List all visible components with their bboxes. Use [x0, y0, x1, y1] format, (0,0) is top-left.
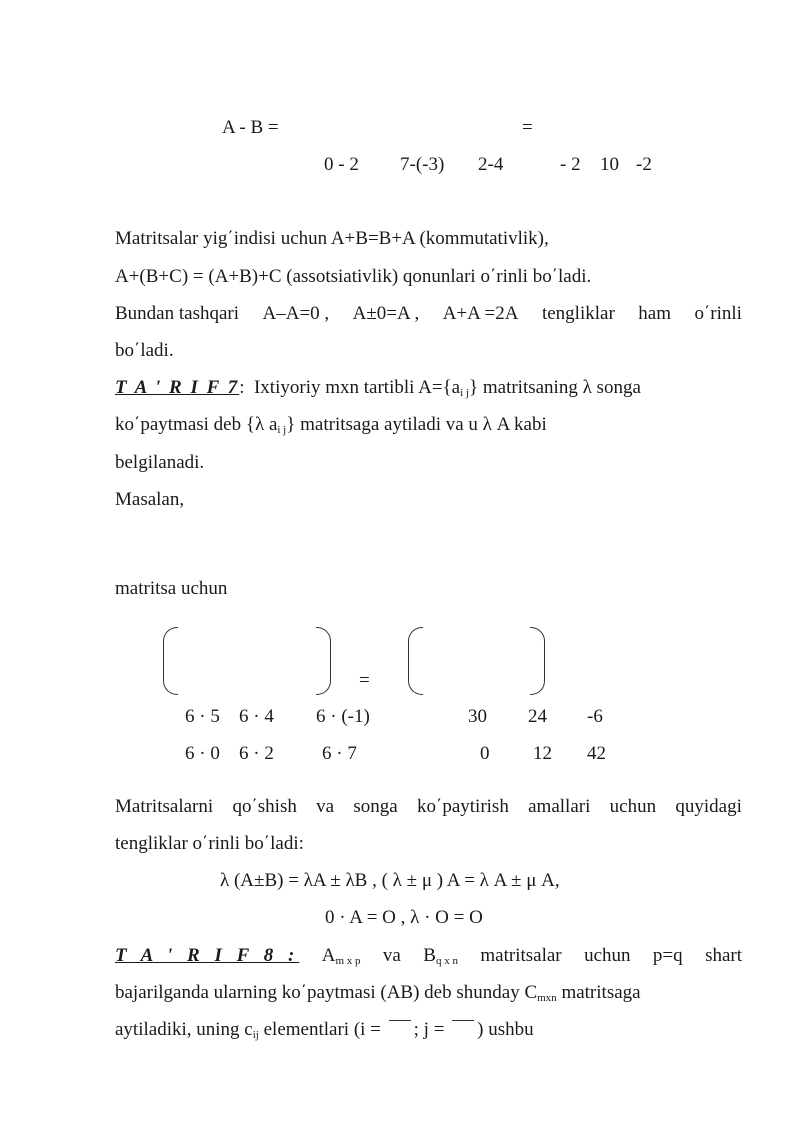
text: matritsaga	[556, 982, 641, 1003]
text: aytiladiki, uning c	[115, 1019, 253, 1040]
word: uchun	[584, 945, 631, 966]
subscript: i j	[277, 424, 287, 436]
word: shart	[705, 945, 742, 966]
word: songa	[353, 796, 398, 817]
matrix-cell: -6	[587, 706, 603, 727]
text-line-justified	[115, 797, 742, 816]
diff-cell: - 2	[560, 154, 581, 175]
word: amallari	[528, 796, 591, 817]
matrix-cell: 6 · (-1)	[316, 706, 370, 727]
matrix-a: $A_{m x p}$	[321, 945, 361, 967]
text: ko΄paytmasi deb {λ a	[115, 414, 278, 435]
subscript: mxn	[537, 992, 557, 1004]
formula-line: 0 · A = O , λ · O = O	[325, 907, 483, 928]
word: qo΄shish	[232, 796, 297, 817]
word: Bundan tashqari	[115, 303, 240, 324]
subscript: ij	[252, 1029, 259, 1041]
matrix-cell: 30	[468, 706, 487, 727]
text: elementlari (i =	[258, 1019, 386, 1040]
diff-cell: 10	[600, 154, 619, 175]
word: uchun	[609, 796, 657, 817]
subscript: i j	[460, 387, 469, 399]
definition-7-line	[115, 378, 641, 399]
word: A–A=0 ,	[262, 303, 330, 324]
range-overbar	[389, 1020, 411, 1021]
matrix-cell: 6 · 0	[185, 743, 220, 764]
text: Ixtiyoriy mxn tartibli A={a	[253, 377, 461, 398]
matrix-cell: 6 · 4	[239, 706, 274, 727]
matrix-cell: 12	[533, 743, 552, 764]
text-line: tengliklar o΄rinli bo΄ladi:	[115, 833, 304, 854]
definition-label: T A ' R I F 7	[115, 377, 240, 398]
word: ko΄paytirish	[417, 796, 509, 817]
text-line: Masalan,	[115, 489, 185, 510]
word: A+A =2A	[442, 303, 519, 324]
matrix-cell: 42	[587, 743, 606, 764]
matrix-cell: 6 · 7	[322, 743, 357, 764]
matrix-cell: 24	[528, 706, 547, 727]
text: ) ushbu	[477, 1019, 534, 1040]
diff-cell: 7-(-3)	[400, 154, 445, 175]
matrix-cell: 6 · 2	[239, 743, 274, 764]
word: o΄rinli	[694, 303, 742, 324]
definition-8-line	[115, 946, 742, 967]
word: tengliklar	[541, 303, 615, 324]
matrix-cell: 0	[480, 743, 490, 764]
text-line: belgilanadi.	[115, 452, 205, 473]
diff-cell: 0 - 2	[324, 154, 359, 175]
equals-sign: =	[359, 670, 370, 691]
word: quyidagi	[675, 796, 742, 817]
text: ; j =	[413, 1019, 450, 1040]
right-bracket	[530, 627, 545, 695]
diff-cell: 2-4	[478, 154, 504, 175]
left-bracket	[408, 627, 423, 695]
word: p=q	[652, 945, 683, 966]
left-bracket	[163, 627, 178, 695]
colon: :	[239, 377, 245, 398]
equals-sign: =	[522, 117, 533, 138]
text-line: bo΄ladi.	[115, 340, 174, 361]
right-bracket	[316, 627, 331, 695]
word: ham	[638, 303, 671, 324]
range-overbar	[452, 1020, 474, 1021]
word: Matritsalarni	[115, 796, 214, 817]
word: va	[382, 945, 401, 966]
word: A±0=A ,	[352, 303, 420, 324]
text-line: matritsa uchun	[115, 578, 228, 599]
text-line: A+(B+C) = (A+B)+C (assotsiativlik) qonunlari o΄rinli bo΄ladi.	[115, 266, 592, 287]
text-line	[115, 415, 547, 436]
word: matritsalar	[480, 945, 562, 966]
text: } matritsaning λ songa	[468, 377, 641, 398]
text: } matritsaga aytiladi va u λ A kabi	[286, 414, 547, 435]
matrix-b: $B_{q x n}$	[423, 945, 458, 967]
ab-label: A - B =	[222, 117, 279, 138]
text: bajarilganda ularning ko΄paytmasi (AB) deb shunday C	[115, 982, 538, 1003]
diff-cell: -2	[636, 154, 652, 175]
text-line	[115, 1020, 534, 1041]
text-line-justified	[115, 304, 742, 323]
text-line: Matritsalar yig΄indisi uchun A+B=B+A (kommutativlik),	[115, 228, 549, 249]
definition-label: T A ' R I F 8 :	[115, 945, 300, 966]
text-line	[115, 983, 641, 1004]
word: va	[316, 796, 335, 817]
matrix-cell: 6 · 5	[185, 706, 220, 727]
formula-line: λ (A±B) = λA ± λB , ( λ ± μ ) A = λ A ± μ A,	[220, 870, 560, 891]
